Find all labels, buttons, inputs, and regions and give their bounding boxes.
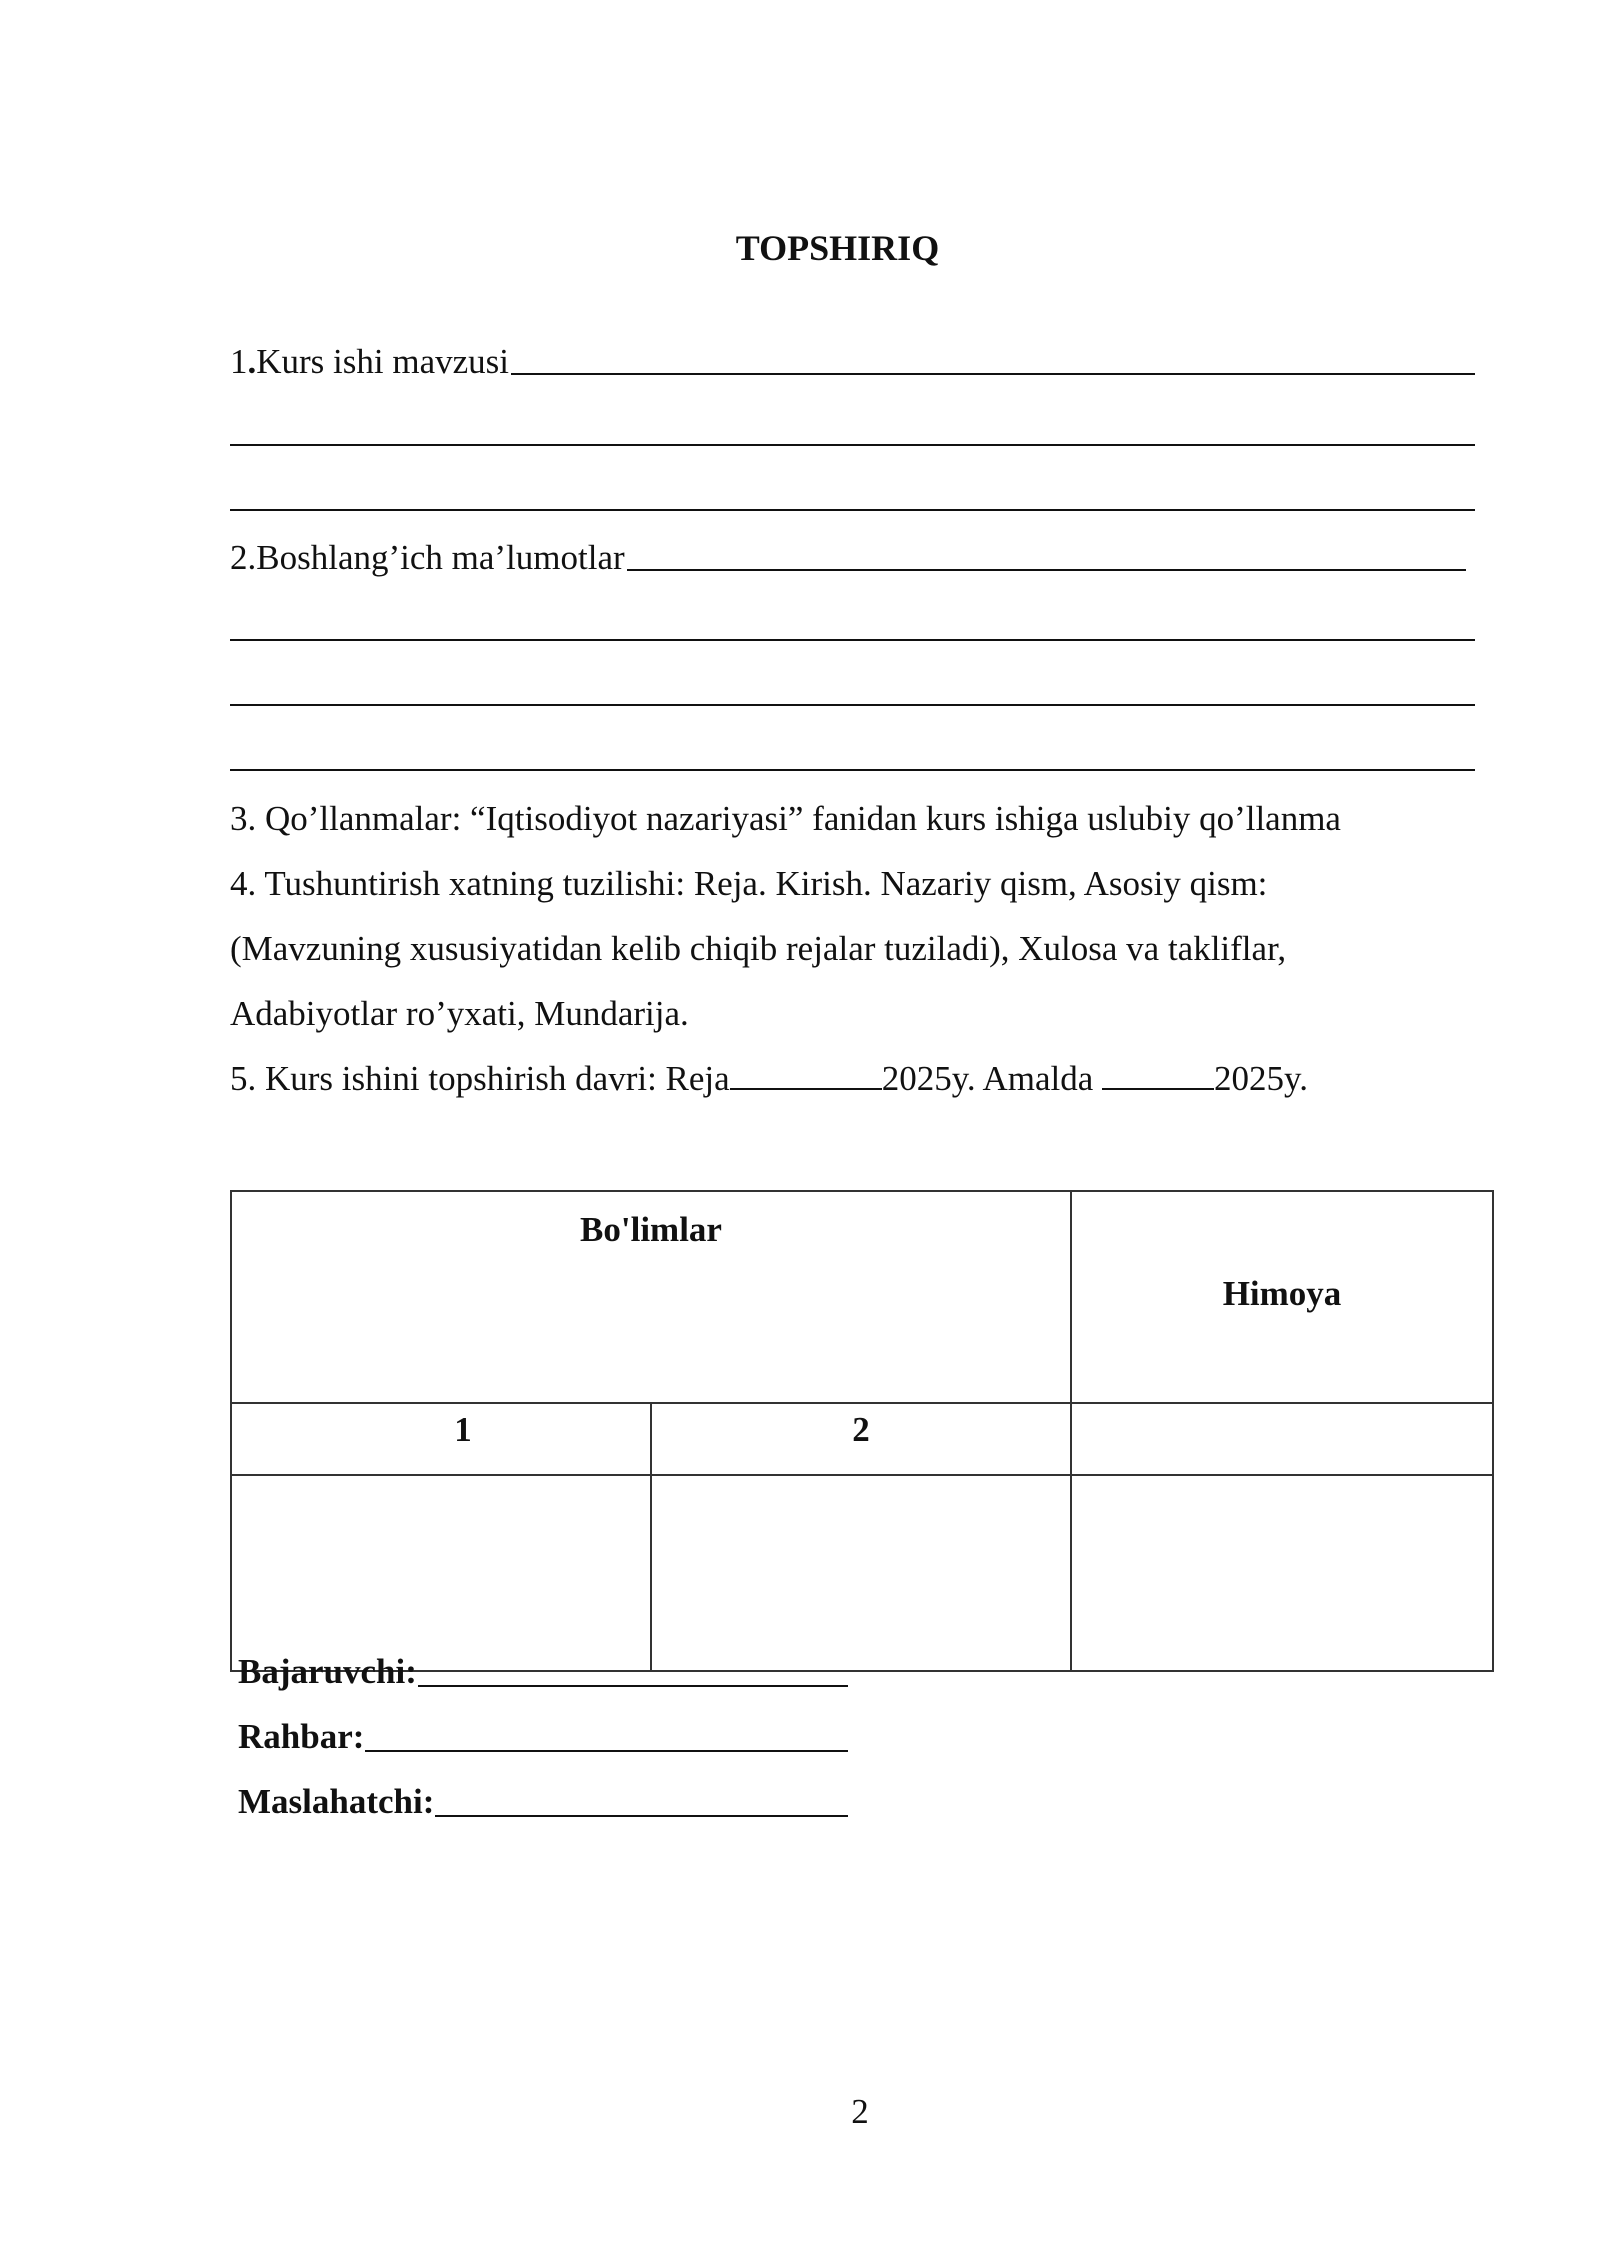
section-1-number: 1 bbox=[454, 1410, 472, 1449]
performer-signature-row bbox=[238, 1650, 848, 1694]
performer-label: Bajaruvchi: bbox=[238, 1652, 417, 1691]
supervisor-label: Rahbar: bbox=[238, 1717, 365, 1756]
structure-paragraph-line2: (Mavzuning xususiyatidan kelib chiqib rejalar tuziladi), Xulosa va takliflar, bbox=[230, 929, 1287, 968]
initial-data-label: 2.Boshlang’ich ma’lumotlar bbox=[230, 538, 625, 577]
initial-data-blank-line-2[interactable] bbox=[230, 639, 1475, 641]
course-topic-blank-line-3[interactable] bbox=[230, 509, 1475, 511]
item1-dot: . bbox=[247, 342, 257, 381]
planned-date-blank[interactable] bbox=[730, 1060, 882, 1090]
sections-header: Bo'limlar bbox=[231, 1191, 1071, 1403]
course-topic-blank[interactable] bbox=[511, 373, 1475, 375]
initial-data-blank-line-4[interactable] bbox=[230, 769, 1475, 771]
course-topic-row bbox=[230, 340, 1475, 384]
structure-paragraph-line1: 4. Tushuntirish xatning tuzilishi: Reja. Kirish. Nazariy qism, Asosiy qism: bbox=[230, 864, 1268, 903]
actual-year: 2025y. bbox=[1214, 1059, 1309, 1098]
section-1-cell[interactable] bbox=[231, 1475, 651, 1671]
initial-data-row bbox=[230, 536, 1466, 580]
initial-data-blank-line-3[interactable] bbox=[230, 704, 1475, 706]
consultant-label: Maslahatchi: bbox=[238, 1782, 435, 1821]
defense-subheader-empty bbox=[1071, 1403, 1493, 1475]
actual-date-blank[interactable] bbox=[1102, 1060, 1214, 1090]
defense-cell[interactable] bbox=[1071, 1475, 1493, 1671]
defense-header: Himoya bbox=[1071, 1191, 1493, 1403]
document-title: TOPSHIRIQ bbox=[735, 228, 940, 268]
consultant-signature-row bbox=[238, 1780, 848, 1824]
supervisor-signature-row bbox=[238, 1715, 848, 1759]
item1-label-text: Kurs ishi mavzusi bbox=[256, 342, 510, 381]
sections-table bbox=[230, 1190, 1494, 1672]
manuals-paragraph: 3. Qo’llanmalar: “Iqtisodiyot nazariyasi” fanidan kurs ishiga uslubiy qo’llanma bbox=[230, 799, 1341, 838]
performer-signature-blank[interactable] bbox=[418, 1685, 848, 1687]
section-2-cell[interactable] bbox=[651, 1475, 1071, 1671]
section-1-header bbox=[231, 1403, 651, 1475]
consultant-signature-blank[interactable] bbox=[435, 1815, 848, 1817]
course-topic-blank-line-2[interactable] bbox=[230, 444, 1475, 446]
structure-paragraph-line3: Adabiyotlar ro’yxati, Mundarija. bbox=[230, 994, 689, 1033]
actual-label: 2025y. Amalda bbox=[881, 1059, 1103, 1098]
supervisor-signature-blank[interactable] bbox=[365, 1750, 848, 1752]
item1-number: 1 bbox=[230, 342, 248, 381]
initial-data-blank[interactable] bbox=[627, 569, 1466, 571]
section-2-header: 2 bbox=[651, 1403, 1071, 1475]
page-number: 2 bbox=[851, 2092, 869, 2131]
course-topic-label bbox=[230, 340, 509, 384]
submission-period-line bbox=[230, 1046, 1475, 1111]
submission-period-label: 5. Kurs ishini topshirish davri: Reja bbox=[230, 1059, 730, 1098]
